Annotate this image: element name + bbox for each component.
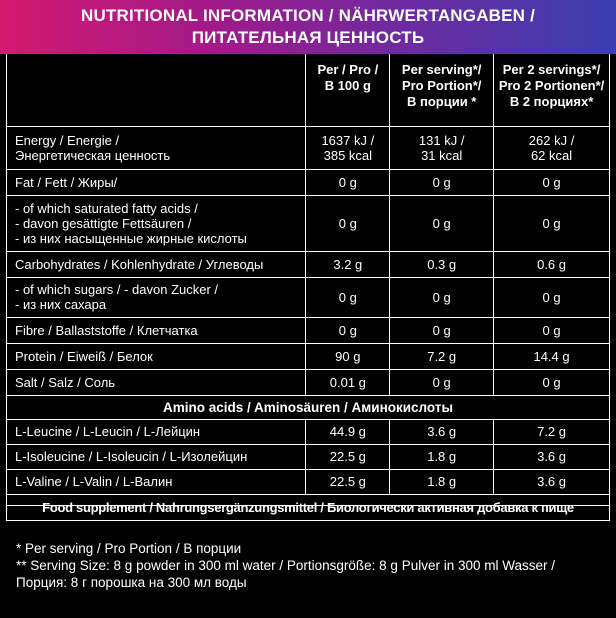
value-per-2-servings-line: 0.6 g <box>537 256 567 272</box>
value-per-serving <box>390 195 494 251</box>
col3-line: В 2 порциях* <box>509 94 594 109</box>
value-per-100g: 22.5 g <box>306 469 390 494</box>
value-per-100g <box>306 369 390 395</box>
nutrient-label-line: Энергетическая ценность <box>15 147 171 163</box>
nutrient-label <box>7 195 306 251</box>
value-per-100g-line: 385 kcal <box>323 147 373 163</box>
value-per-serving <box>390 251 494 277</box>
food-supplement-label: Food supplement / Nahrungsergänzungsmittel / Биологически активная добавка к пище <box>7 494 610 520</box>
amino-acid-label: L-Valine / L-Valin / L-Валин <box>7 469 306 494</box>
footnotes <box>16 540 606 591</box>
header-blank-cell <box>7 54 306 126</box>
value-per-serving <box>390 126 494 169</box>
value-per-2-servings <box>494 277 610 317</box>
value-per-100g-line: 90 g <box>335 348 361 364</box>
nutrition-table <box>6 54 610 521</box>
value-per-serving <box>390 169 494 195</box>
value-per-2-servings-line: 14.4 g <box>533 348 570 364</box>
value-per-2-servings-line: 0 g <box>542 322 561 338</box>
value-per-100g <box>306 251 390 277</box>
value-per-2-servings: 7.2 g <box>494 419 610 444</box>
value-per-serving-line: 7.2 g <box>427 348 457 364</box>
footnote-serving-size-ru: Порция: 8 г порошка на 300 мл воды <box>16 575 247 590</box>
amino-acids-header-row <box>7 395 610 419</box>
value-per-100g-line: 0 g <box>338 289 357 305</box>
nutrient-label-line: Fat / Fett / Жиры/ <box>15 174 118 190</box>
nutrient-label <box>7 369 306 395</box>
col2-line: Per serving*/ <box>401 62 482 77</box>
value-per-serving-line: 31 kcal <box>421 147 463 163</box>
value-per-2-servings <box>494 343 610 369</box>
value-per-2-servings-line: 0 g <box>542 289 561 305</box>
nutrient-label-line: - из них насыщенные жирные кислоты <box>15 230 247 246</box>
footnote-serving: * Per serving / Pro Portion / В порции <box>16 541 242 556</box>
column-header-per-serving <box>390 54 494 126</box>
nutrient-label-line: Energy / Energie / <box>15 132 120 148</box>
value-per-serving-line: 0 g <box>432 289 451 305</box>
nutrient-row <box>7 317 610 343</box>
nutrient-label-line: - из них сахара <box>15 297 107 312</box>
value-per-2-servings <box>494 317 610 343</box>
value-per-serving: 1.8 g <box>390 469 494 494</box>
value-per-100g-line: 0 g <box>338 215 357 231</box>
value-per-2-servings <box>494 126 610 169</box>
value-per-serving <box>390 277 494 317</box>
value-per-2-servings-line: 0 g <box>542 215 561 231</box>
nutrient-label <box>7 126 306 169</box>
nutrient-label <box>7 277 306 317</box>
col3-line: Pro 2 Portionen*/ <box>498 78 605 93</box>
value-per-100g-line: 0.01 g <box>329 374 366 390</box>
value-per-2-servings-line: 262 kJ / <box>528 132 575 148</box>
value-per-2-servings <box>494 251 610 277</box>
amino-acid-row <box>7 444 610 469</box>
nutrient-row <box>7 195 610 251</box>
amino-acid-row <box>7 469 610 494</box>
col3-line: Per 2 servings*/ <box>502 62 601 77</box>
footnote-serving-size: ** Serving Size: 8 g powder in 300 ml water / Portionsgröße: 8 g Pulver in 300 ml Wasser / <box>16 558 555 573</box>
value-per-2-servings <box>494 195 610 251</box>
col1-line: В 100 g <box>324 78 371 93</box>
nutrient-label <box>7 343 306 369</box>
nutrient-label-line: Carbohydrates / Kohlenhydrate / Углеводы <box>15 256 264 272</box>
nutrient-label <box>7 251 306 277</box>
value-per-serving <box>390 343 494 369</box>
header-title-line-2: ПИТАТЕЛЬНАЯ ЦЕННОСТЬ <box>191 28 425 47</box>
value-per-2-servings-line: 0 g <box>542 374 561 390</box>
value-per-100g <box>306 343 390 369</box>
value-per-100g: 22.5 g <box>306 444 390 469</box>
column-header-per-100g <box>306 54 390 126</box>
amino-acids-header: Amino acids / Aminosäuren / Аминокислоты <box>7 395 610 419</box>
nutrient-label-line: - of which saturated fatty acids / <box>15 200 198 216</box>
value-per-serving-line: 0 g <box>432 215 451 231</box>
nutrition-header <box>0 0 616 54</box>
value-per-2-servings: 3.6 g <box>494 469 610 494</box>
col1-line: Per / Pro / <box>317 62 379 77</box>
value-per-serving: 1.8 g <box>390 444 494 469</box>
value-per-2-servings-line: 62 kcal <box>530 147 573 163</box>
value-per-2-servings <box>494 369 610 395</box>
nutrient-row <box>7 169 610 195</box>
amino-acid-label: L-Leucine / L-Leucin / L-Лейцин <box>7 419 306 444</box>
col2-line: В порции * <box>406 94 477 109</box>
nutrient-label-line: - of which sugars / - davon Zucker / <box>15 282 219 297</box>
nutrient-row <box>7 251 610 277</box>
nutrient-row <box>7 277 610 317</box>
value-per-100g <box>306 195 390 251</box>
food-supplement-row <box>7 494 610 520</box>
header-title-line-1: NUTRITIONAL INFORMATION / NÄHRWERTANGABEN / <box>80 6 536 25</box>
nutrient-label <box>7 317 306 343</box>
col2-line: Pro Portion*/ <box>401 78 482 93</box>
column-header-row <box>7 54 610 126</box>
value-per-100g <box>306 317 390 343</box>
value-per-100g-line: 1637 kJ / <box>321 132 375 148</box>
value-per-100g: 44.9 g <box>306 419 390 444</box>
nutrient-label-line: Protein / Eiweiß / Белок <box>15 348 153 364</box>
nutrient-row <box>7 126 610 169</box>
amino-acid-label: L-Isoleucine / L-Isoleucin / L-Изолейцин <box>7 444 306 469</box>
value-per-100g-line: 0 g <box>338 174 357 190</box>
nutrient-label-line: Salt / Salz / Соль <box>15 374 116 390</box>
value-per-serving <box>390 369 494 395</box>
value-per-serving-line: 0 g <box>432 174 451 190</box>
amino-acid-row <box>7 419 610 444</box>
value-per-serving-line: 131 kJ / <box>418 132 465 148</box>
value-per-100g <box>306 277 390 317</box>
value-per-serving <box>390 317 494 343</box>
value-per-100g <box>306 126 390 169</box>
nutrient-row <box>7 369 610 395</box>
value-per-serving: 3.6 g <box>390 419 494 444</box>
value-per-serving-line: 0.3 g <box>427 256 457 272</box>
value-per-100g-line: 3.2 g <box>333 256 363 272</box>
nutrient-label-line: - davon gesättigte Fettsäuren / <box>15 215 192 231</box>
value-per-serving-line: 0 g <box>432 374 451 390</box>
nutrient-row <box>7 343 610 369</box>
value-per-2-servings <box>494 169 610 195</box>
nutrient-label-line: Fibre / Ballaststoffe / Клетчатка <box>15 322 198 338</box>
value-per-2-servings: 3.6 g <box>494 444 610 469</box>
value-per-100g <box>306 169 390 195</box>
column-header-per-2-servings <box>494 54 610 126</box>
value-per-100g-line: 0 g <box>338 322 357 338</box>
nutrient-label <box>7 169 306 195</box>
value-per-2-servings-line: 0 g <box>542 174 561 190</box>
value-per-serving-line: 0 g <box>432 322 451 338</box>
